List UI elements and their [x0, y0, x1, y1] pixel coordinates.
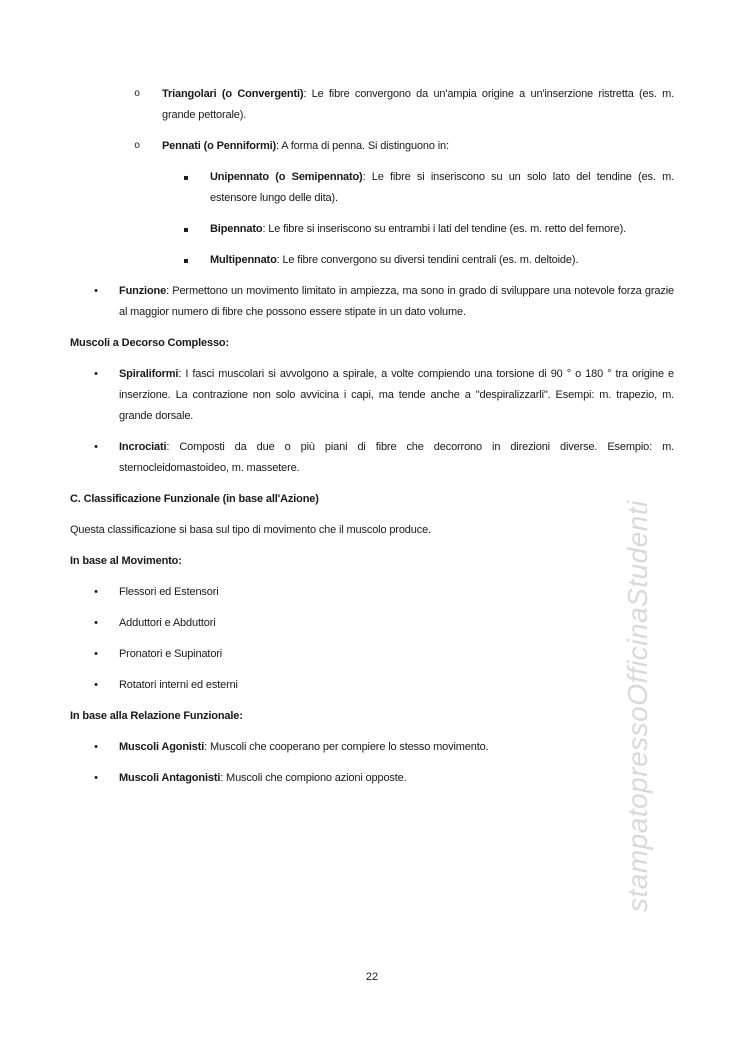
bullet-item	[70, 644, 674, 665]
block-text: In base al Movimento:	[70, 555, 182, 567]
bullet-item	[70, 437, 674, 479]
bullet-item	[70, 737, 674, 758]
block-text: Incrociati: Composti da due o più piani di fibre che decorrono in direzioni diverse. Esempio: m. sternocleidomastoideo, m. massetere.	[119, 441, 674, 474]
block-text: Rotatori interni ed esterni	[119, 679, 238, 691]
bullet-marker: •	[94, 741, 98, 753]
block-text: Spiraliformi: I fasci muscolari si avvolgono a spirale, a volte compiendo una torsione di 90 ° o 180 ° tra origine e inserzione. La contrazione non solo avvicina i capi, ma tende anche a "despiralizzarli". Esempi: m. trapezio, m. grande dorsale.	[119, 368, 674, 422]
heading	[70, 706, 674, 727]
bullet-item	[70, 768, 674, 789]
bullet-marker: •	[94, 441, 98, 453]
bullet-marker: •	[94, 368, 98, 380]
block-text: Muscoli a Decorso Complesso:	[70, 337, 230, 349]
bullet-item	[70, 582, 674, 603]
bullet-marker: •	[94, 648, 98, 660]
block-text: Triangolari (o Convergenti): Le fibre convergono da un'ampia origine a un'inserzione ristretta (es. m. grande pettorale).	[162, 88, 674, 121]
bullet-item	[70, 167, 674, 209]
bullet-marker: ▪	[183, 256, 189, 265]
bullet-item	[70, 84, 674, 126]
block-text: Bipennato: Le fibre si inseriscono su entrambi i lati del tendine (es. m. retto del femore).	[210, 223, 626, 235]
paragraph	[70, 520, 674, 541]
bullet-item	[70, 281, 674, 323]
bullet-marker: •	[94, 772, 98, 784]
bullet-item	[70, 250, 674, 271]
bullet-marker: •	[94, 586, 98, 598]
bullet-marker: •	[94, 285, 98, 297]
block-text: Multipennato: Le fibre convergono su diversi tendini centrali (es. m. deltoide).	[210, 254, 579, 266]
bullet-item	[70, 613, 674, 634]
block-text: In base alla Relazione Funzionale:	[70, 710, 243, 722]
bullet-marker: ▪	[183, 225, 189, 234]
block-text: Adduttori e Abduttori	[119, 617, 216, 629]
bullet-item	[70, 675, 674, 696]
block-text: Pennati (o Penniformi): A forma di penna. Si distinguono in:	[162, 140, 449, 152]
block-text: Muscoli Agonisti: Muscoli che cooperano per compiere lo stesso movimento.	[119, 741, 489, 753]
bullet-marker: o	[134, 141, 140, 152]
bullet-marker: •	[94, 617, 98, 629]
heading	[70, 333, 674, 354]
block-text: Muscoli Antagonisti: Muscoli che compiono azioni opposte.	[119, 772, 407, 784]
block-text: Unipennato (o Semipennato): Le fibre si inseriscono su un solo lato del tendine (es. m. estensore lungo delle dita).	[210, 171, 674, 204]
bullet-marker: •	[94, 679, 98, 691]
block-text: Questa classificazione si basa sul tipo di movimento che il muscolo produce.	[70, 524, 431, 536]
block-text: Flessori ed Estensori	[119, 586, 219, 598]
document-content	[70, 84, 674, 799]
heading	[70, 551, 674, 572]
bullet-marker: ▪	[183, 173, 189, 182]
block-text: Funzione: Permettono un movimento limitato in ampiezza, ma sono in grado di sviluppare una notevole forza grazie al maggior numero di fibre che possono essere stipate in un dato volume.	[119, 285, 674, 318]
block-text: C. Classificazione Funzionale (in base all'Azione)	[70, 493, 319, 505]
bullet-item	[70, 364, 674, 427]
block-text: Pronatori e Supinatori	[119, 648, 223, 660]
page-number: 22	[365, 971, 379, 983]
heading	[70, 489, 674, 510]
bullet-item	[70, 219, 674, 240]
watermark-text: stampatopressoOfficinaStudenti	[622, 500, 653, 912]
bullet-marker: o	[134, 89, 140, 100]
bullet-item	[70, 136, 674, 157]
